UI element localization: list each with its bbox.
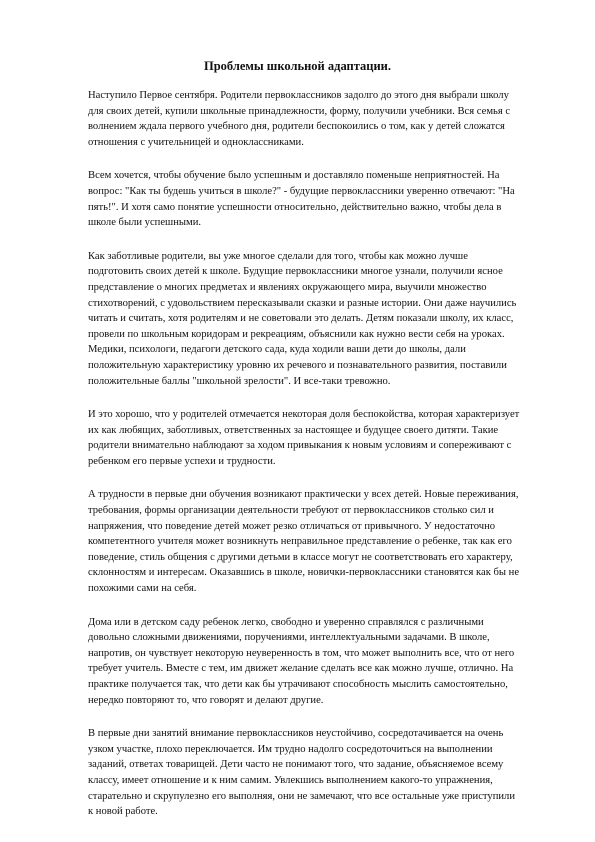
- document-title: Проблемы школьной адаптации.: [203, 59, 392, 73]
- paragraph-7: В первые дни занятий внимание первоклассников неустойчиво, сосредотачивается на очень узком участке, плохо переключается. Им трудно надолго сосредоточиться на выполнении заданий, ответах товарищей. Дети часто не понимают того, что задание, объясняемое всему классу, имеет отношение и к ним самим. Увлекшись выполнением какого-то упражнения, старательно и скрупулезно его выполняя, они не замечают, что все остальные уже приступили к новой работе.: [88, 728, 515, 818]
- paragraph-6: Дома или в детском саду ребенок легко, свободно и уверенно справлялся с различными довольно сложными движениями, поручениями, интеллектуальными задачами. В школе, напротив, он чувствует некоторую неуверенность в том, что может выполнить все, что от него требует учитель. Вместе с тем, им движет желание сделать все как можно лучше, отлично. На практике получается так, что дети как бы утрачивают способность мыслить самостоятельно, нередко повторяют то, что говорят и делают другие.: [88, 616, 515, 706]
- paragraph-5: А трудности в первые дни обучения возникают практически у всех детей. Новые переживания, требования, формы организации деятельности требуют от первоклассников столько сил и напряжения, что поведение детей может резко отличаться от привычного. У недостаточно компетентного учителя может возникнуть неправильное представление о ребенке, так как его поведение, стиль общения с другими детьми в классе могут не соответствовать его характеру, склонностям и интересам. Оказавшись в школе, новички-первоклассники становятся как бы не похожими сами на себя.: [88, 489, 520, 595]
- paragraph-4: И это хорошо, что у родителей отмечается некоторая доля беспокойства, которая характеризует их как любящих, заботливых, ответственных за настоящее и будущее своего дитяти. Такие родители внимательно наблюдают за ходом привыкания к новым условиям и сопереживают с ребенком его первые успехи и трудности.: [88, 409, 520, 467]
- paragraph-1: Наступило Первое сентября. Родители первоклассников задолго до этого дня выбрали школу для своих детей, купили школьные принадлежности, форму, получили учебники. Вся семья с волнением ждала первого учебного дня, родители беспокоились о том, как у детей сложатся отношения с учительницей и одноклассниками.: [88, 90, 511, 148]
- document-body: [88, 88, 520, 838]
- paragraph-2: Всем хочется, чтобы обучение было успешным и доставляло поменьше неприятностей. На вопрос: "Как ты будешь учиться в школе?" - будущие первоклассники уверенно отвечают: "На пять!". И хотя само понятие успешности относительно, действительно важно, чтобы дела в школе были успешными.: [88, 170, 515, 229]
- paragraph-3: Как заботливые родители, вы уже многое сделали для того, чтобы как можно лучше подготовить своих детей к школе. Будущие первоклассники многое узнали, получили ясное представление о многих предметах и явлениях окружающего мира, выучили множество стихотворений, с удовольствием пересказывали сказки и разные истории. Они даже научились читать и считать, хотя родителям и не советовали это делать. Детям показали школу, их класс, провели по школьным коридорам и рекреациям, объяснили как нужно вести себя на уроках. Медики, психологи, педагоги детского сада, куда ходили ваши дети до школы, дали положительную характеристику уровню их речевого и познавательного развития, поставили положительные баллы "школьной зрелости". И все-таки тревожно.: [88, 250, 517, 387]
